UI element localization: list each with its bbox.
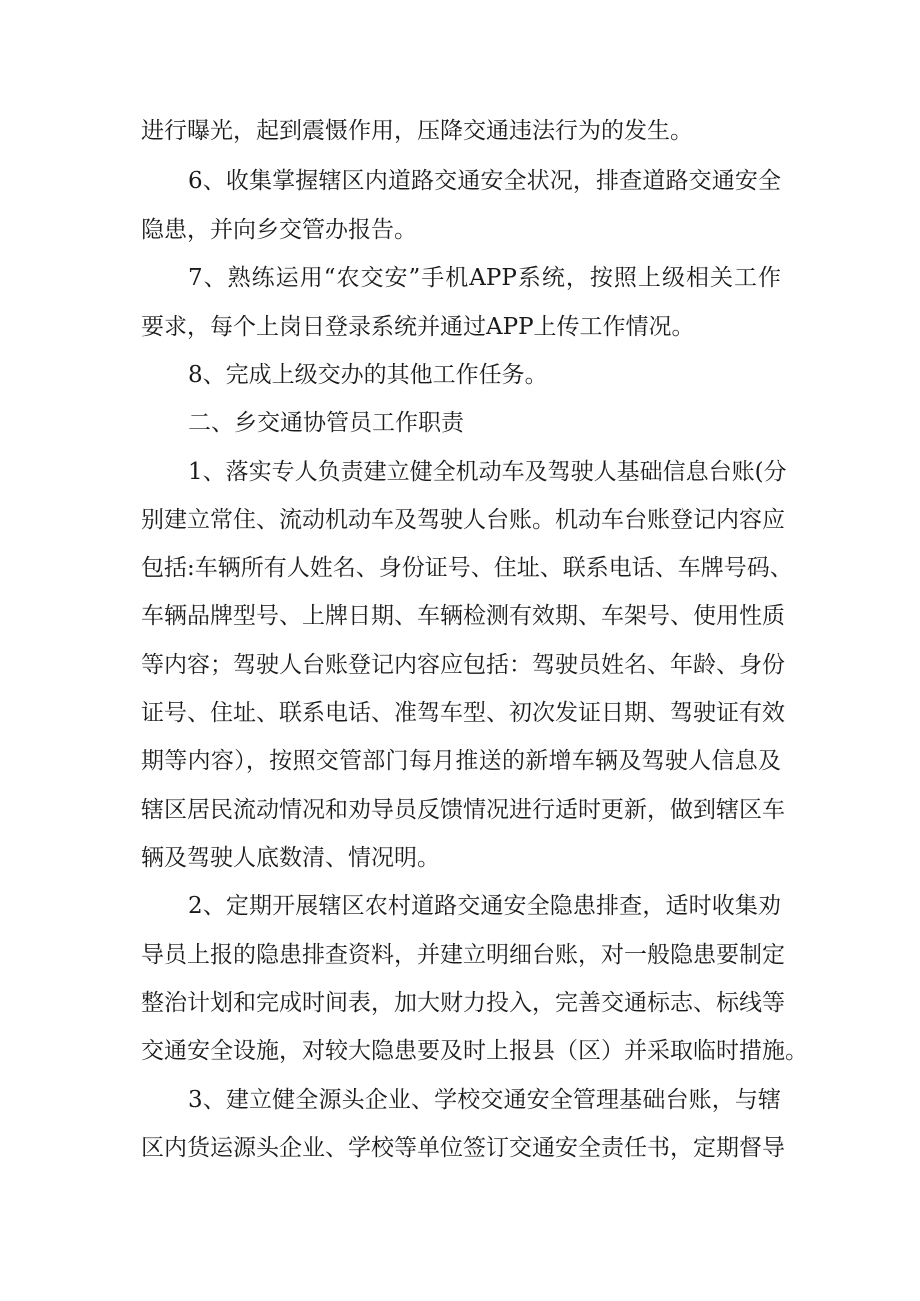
- text-line: 8、完成上级交办的其他工作任务。: [188, 362, 548, 388]
- text-line: 7、熟练运用“农交安”手机APP系统，按照上级相关工作: [188, 265, 781, 291]
- text-line: 隐患，并向乡交管办报告。: [141, 217, 417, 243]
- text-line: 区内货运源头企业、学校等单位签订交通安全责任书，定期督导: [141, 1135, 785, 1161]
- text-line: 期等内容），按照交管部门每月推送的新增车辆及驾驶人信息及: [141, 748, 781, 774]
- text-line: 证号、住址、联系电话、准驾车型、初次发证日期、驾驶证有效: [141, 700, 785, 726]
- text-line: 交通安全设施，对较大隐患要及时上报县（区）并采取临时措施。: [141, 1038, 808, 1064]
- text-line: 进行曝光，起到震慑作用，压降交通违法行为的发生。: [141, 118, 693, 144]
- section-heading: 二、乡交通协管员工作职责: [188, 410, 464, 436]
- text-line: 辖区居民流动情况和劝导员反馈情况进行适时更新，做到辖区车: [141, 797, 785, 823]
- text-line: 别建立常住、流动机动车及驾驶人台账。机动车台账登记内容应: [141, 507, 785, 533]
- text-line: 车辆品牌型号、上牌日期、车辆检测有效期、车架号、使用性质: [141, 603, 785, 629]
- text-line: 2、定期开展辖区农村道路交通安全隐患排查，适时收集劝: [188, 893, 781, 919]
- text-line: 整治计划和完成时间表，加大财力投入，完善交通标志、标线等: [141, 990, 785, 1016]
- text-line: 6、收集掌握辖区内道路交通安全状况，排查道路交通安全: [188, 168, 781, 194]
- text-line: 等内容；驾驶人台账登记内容应包括：驾驶员姓名、年龄、身份: [141, 652, 785, 678]
- text-line: 导员上报的隐患排查资料，并建立明细台账，对一般隐患要制定: [141, 942, 785, 968]
- text-line: 3、建立健全源头企业、学校交通安全管理基础台账，与辖: [188, 1087, 781, 1113]
- text-line: 包括:车辆所有人姓名、身份证号、住址、联系电话、车牌号码、: [141, 555, 793, 581]
- text-line: 要求，每个上岗日登录系统并通过APP上传工作情况。: [141, 314, 695, 340]
- text-line: 辆及驾驶人底数清、情况明。: [141, 845, 440, 871]
- text-line: 1、落实专人负责建立健全机动车及驾驶人基础信息台账(分: [188, 459, 787, 485]
